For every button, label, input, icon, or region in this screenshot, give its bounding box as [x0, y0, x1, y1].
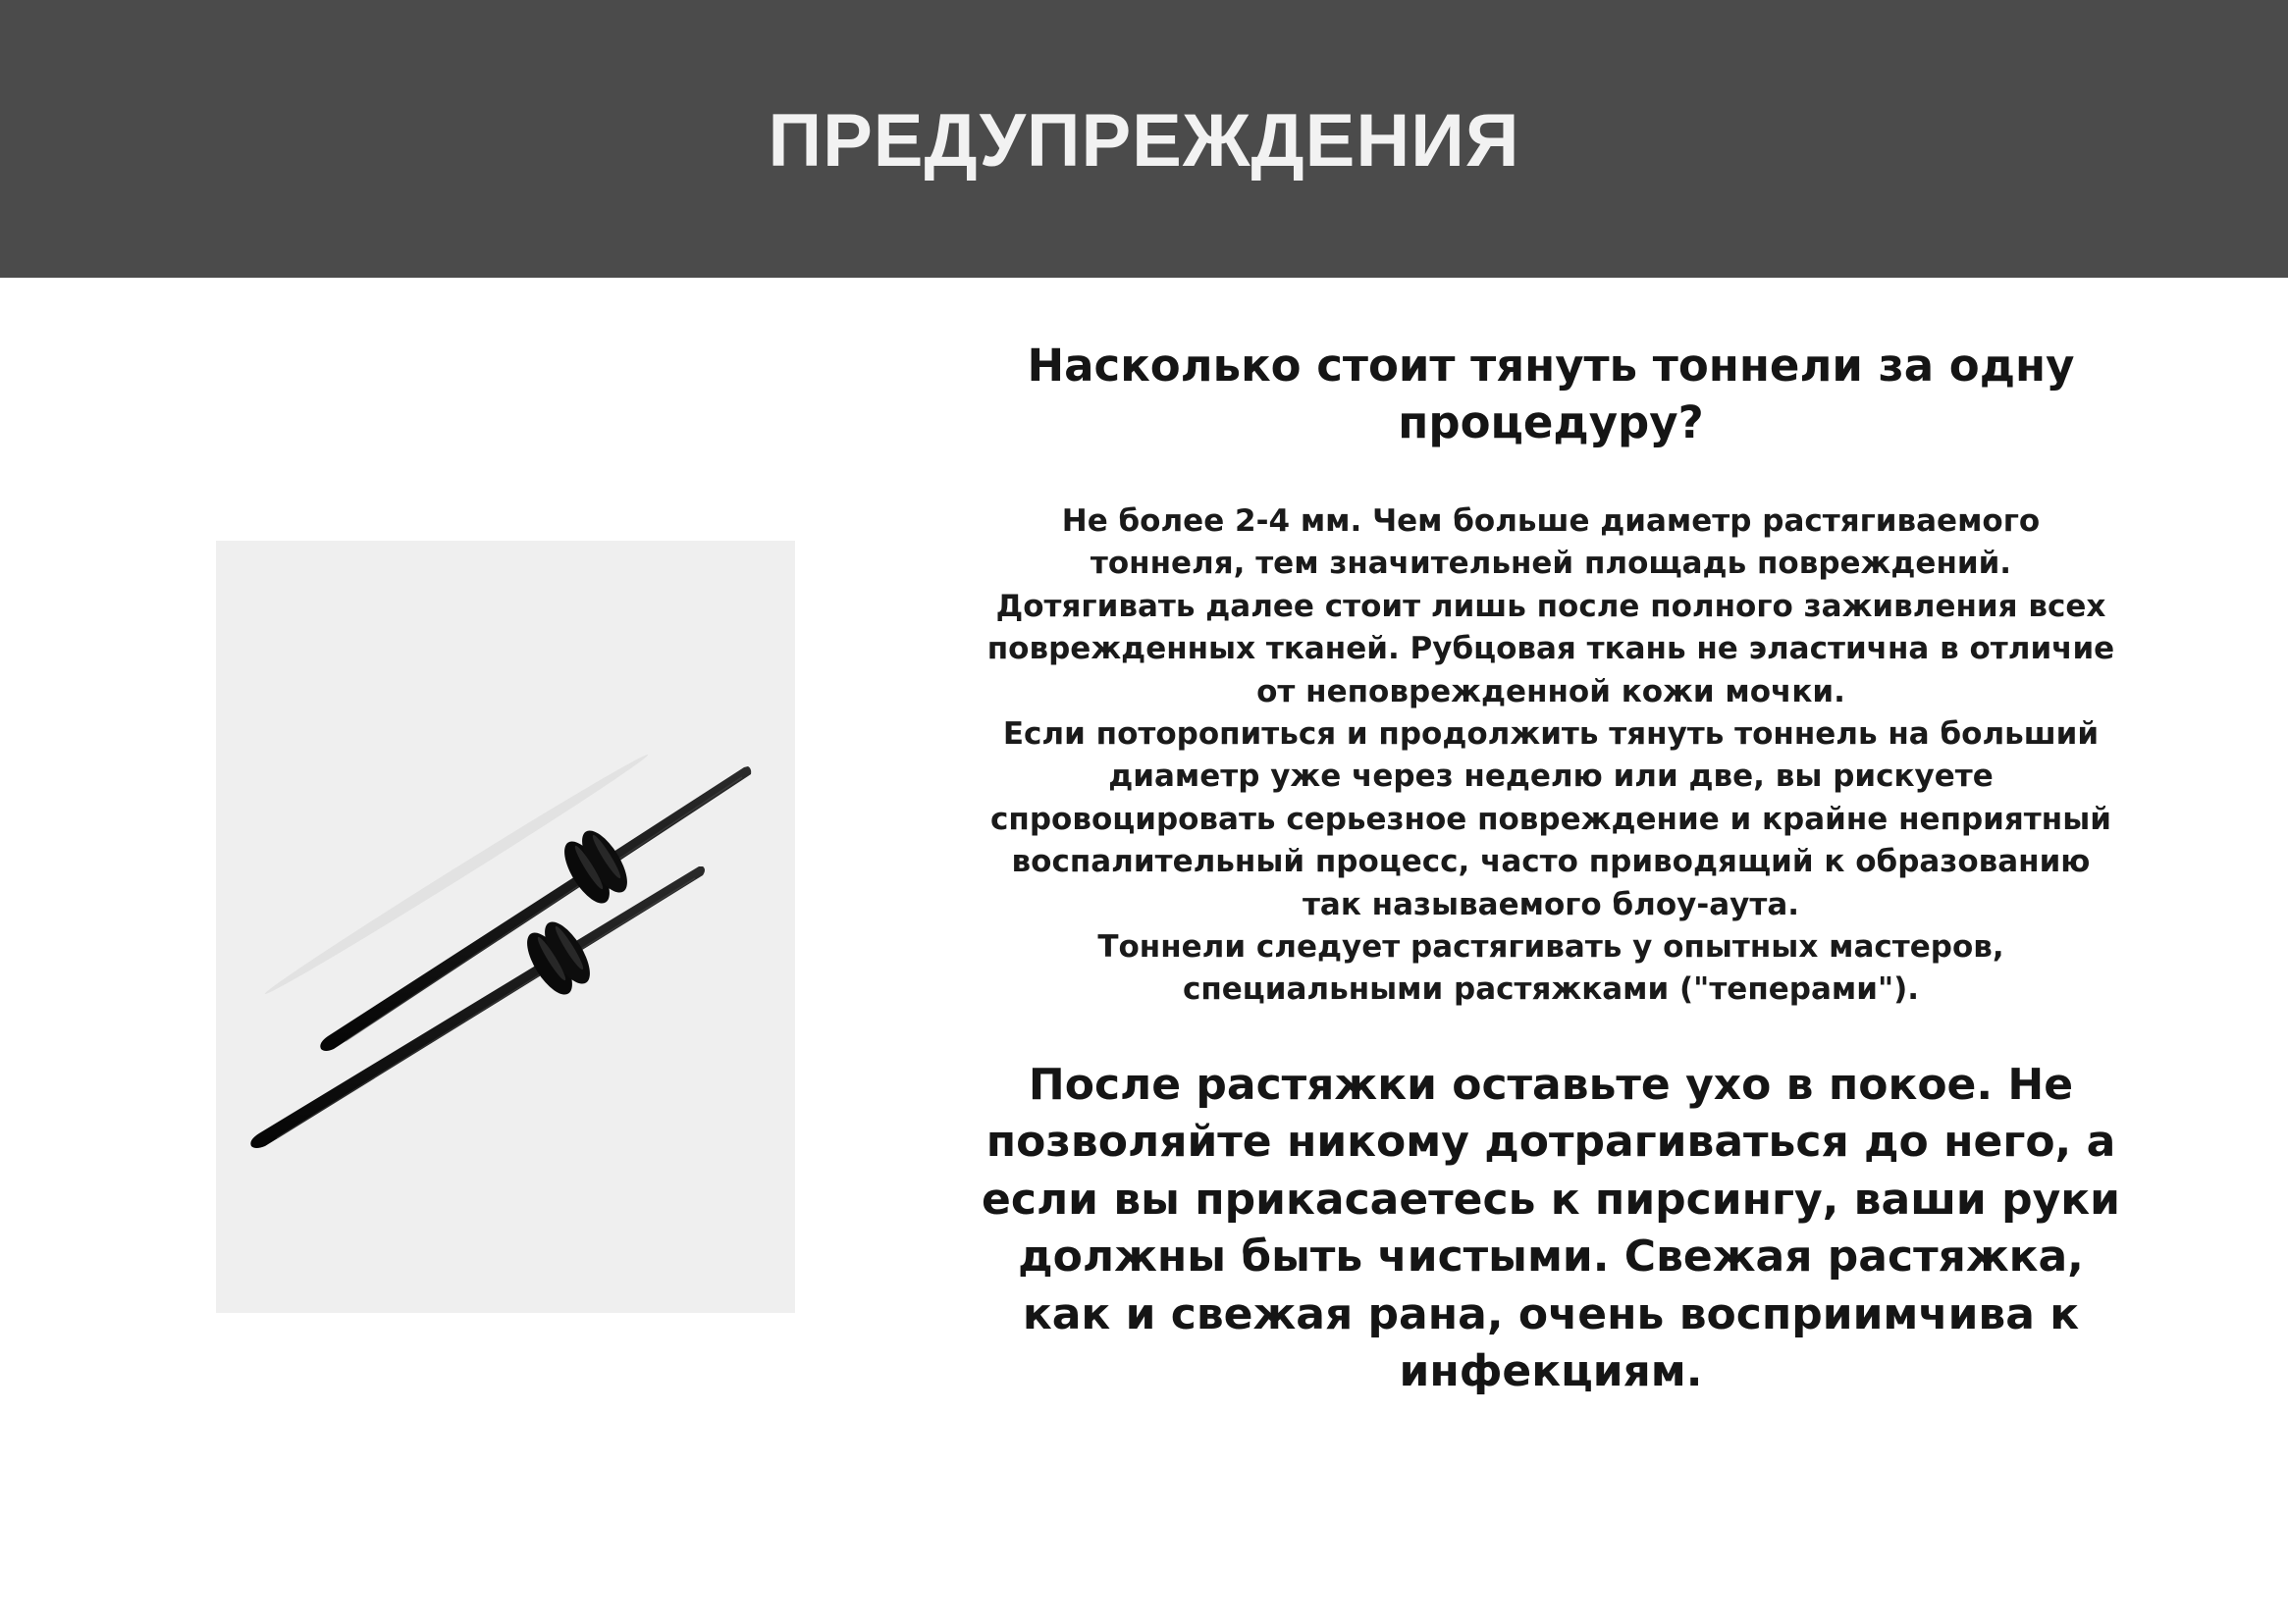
- product-photo: [216, 541, 795, 1313]
- paragraph: Не более 2-4 мм. Чем больше диаметр растягиваемого тоннеля, тем значительней площадь повреждений.: [1061, 503, 2041, 582]
- warning-section: [982, 338, 2120, 1401]
- paragraph: Дотягивать далее стоит лишь после полного заживления всех поврежденных тканей. Рубцовая ткань не эластична в отличие от неповрежденной кожи мочки.: [986, 588, 2115, 709]
- paragraph: Если поторопиться и продолжить тянуть тоннель на больший диаметр уже через неделю или две, вы рискуете спровоцировать серьезное повреждение и крайне неприятный воспалительный процесс, часто приводящий к образованию так называемого блоу-аута.: [990, 716, 2111, 922]
- section-question: Насколько стоит тянуть тоннели за одну процедуру?: [1027, 340, 2075, 448]
- section-body: [982, 500, 2120, 1012]
- header-banner: [0, 0, 2288, 278]
- taper-upper: [320, 766, 751, 1051]
- taper-lower: [250, 866, 705, 1148]
- aftercare-note: После растяжки оставьте ухо в покое. Не позволяйте никому дотрагиваться до него, а если вы прикасаетесь к пирсингу, ваши руки должны быть чистыми. Свежая растяжка, как и свежая рана, очень восприимчива к инфекциям.: [982, 1059, 2120, 1397]
- taper-stretchers-icon: [216, 541, 795, 1313]
- page-title: ПРЕДУПРЕЖДЕНИЯ: [768, 99, 1520, 183]
- paragraph: Тоннели следует растягивать у опытных мастеров, специальными растяжками ("теперами").: [1097, 929, 2004, 1008]
